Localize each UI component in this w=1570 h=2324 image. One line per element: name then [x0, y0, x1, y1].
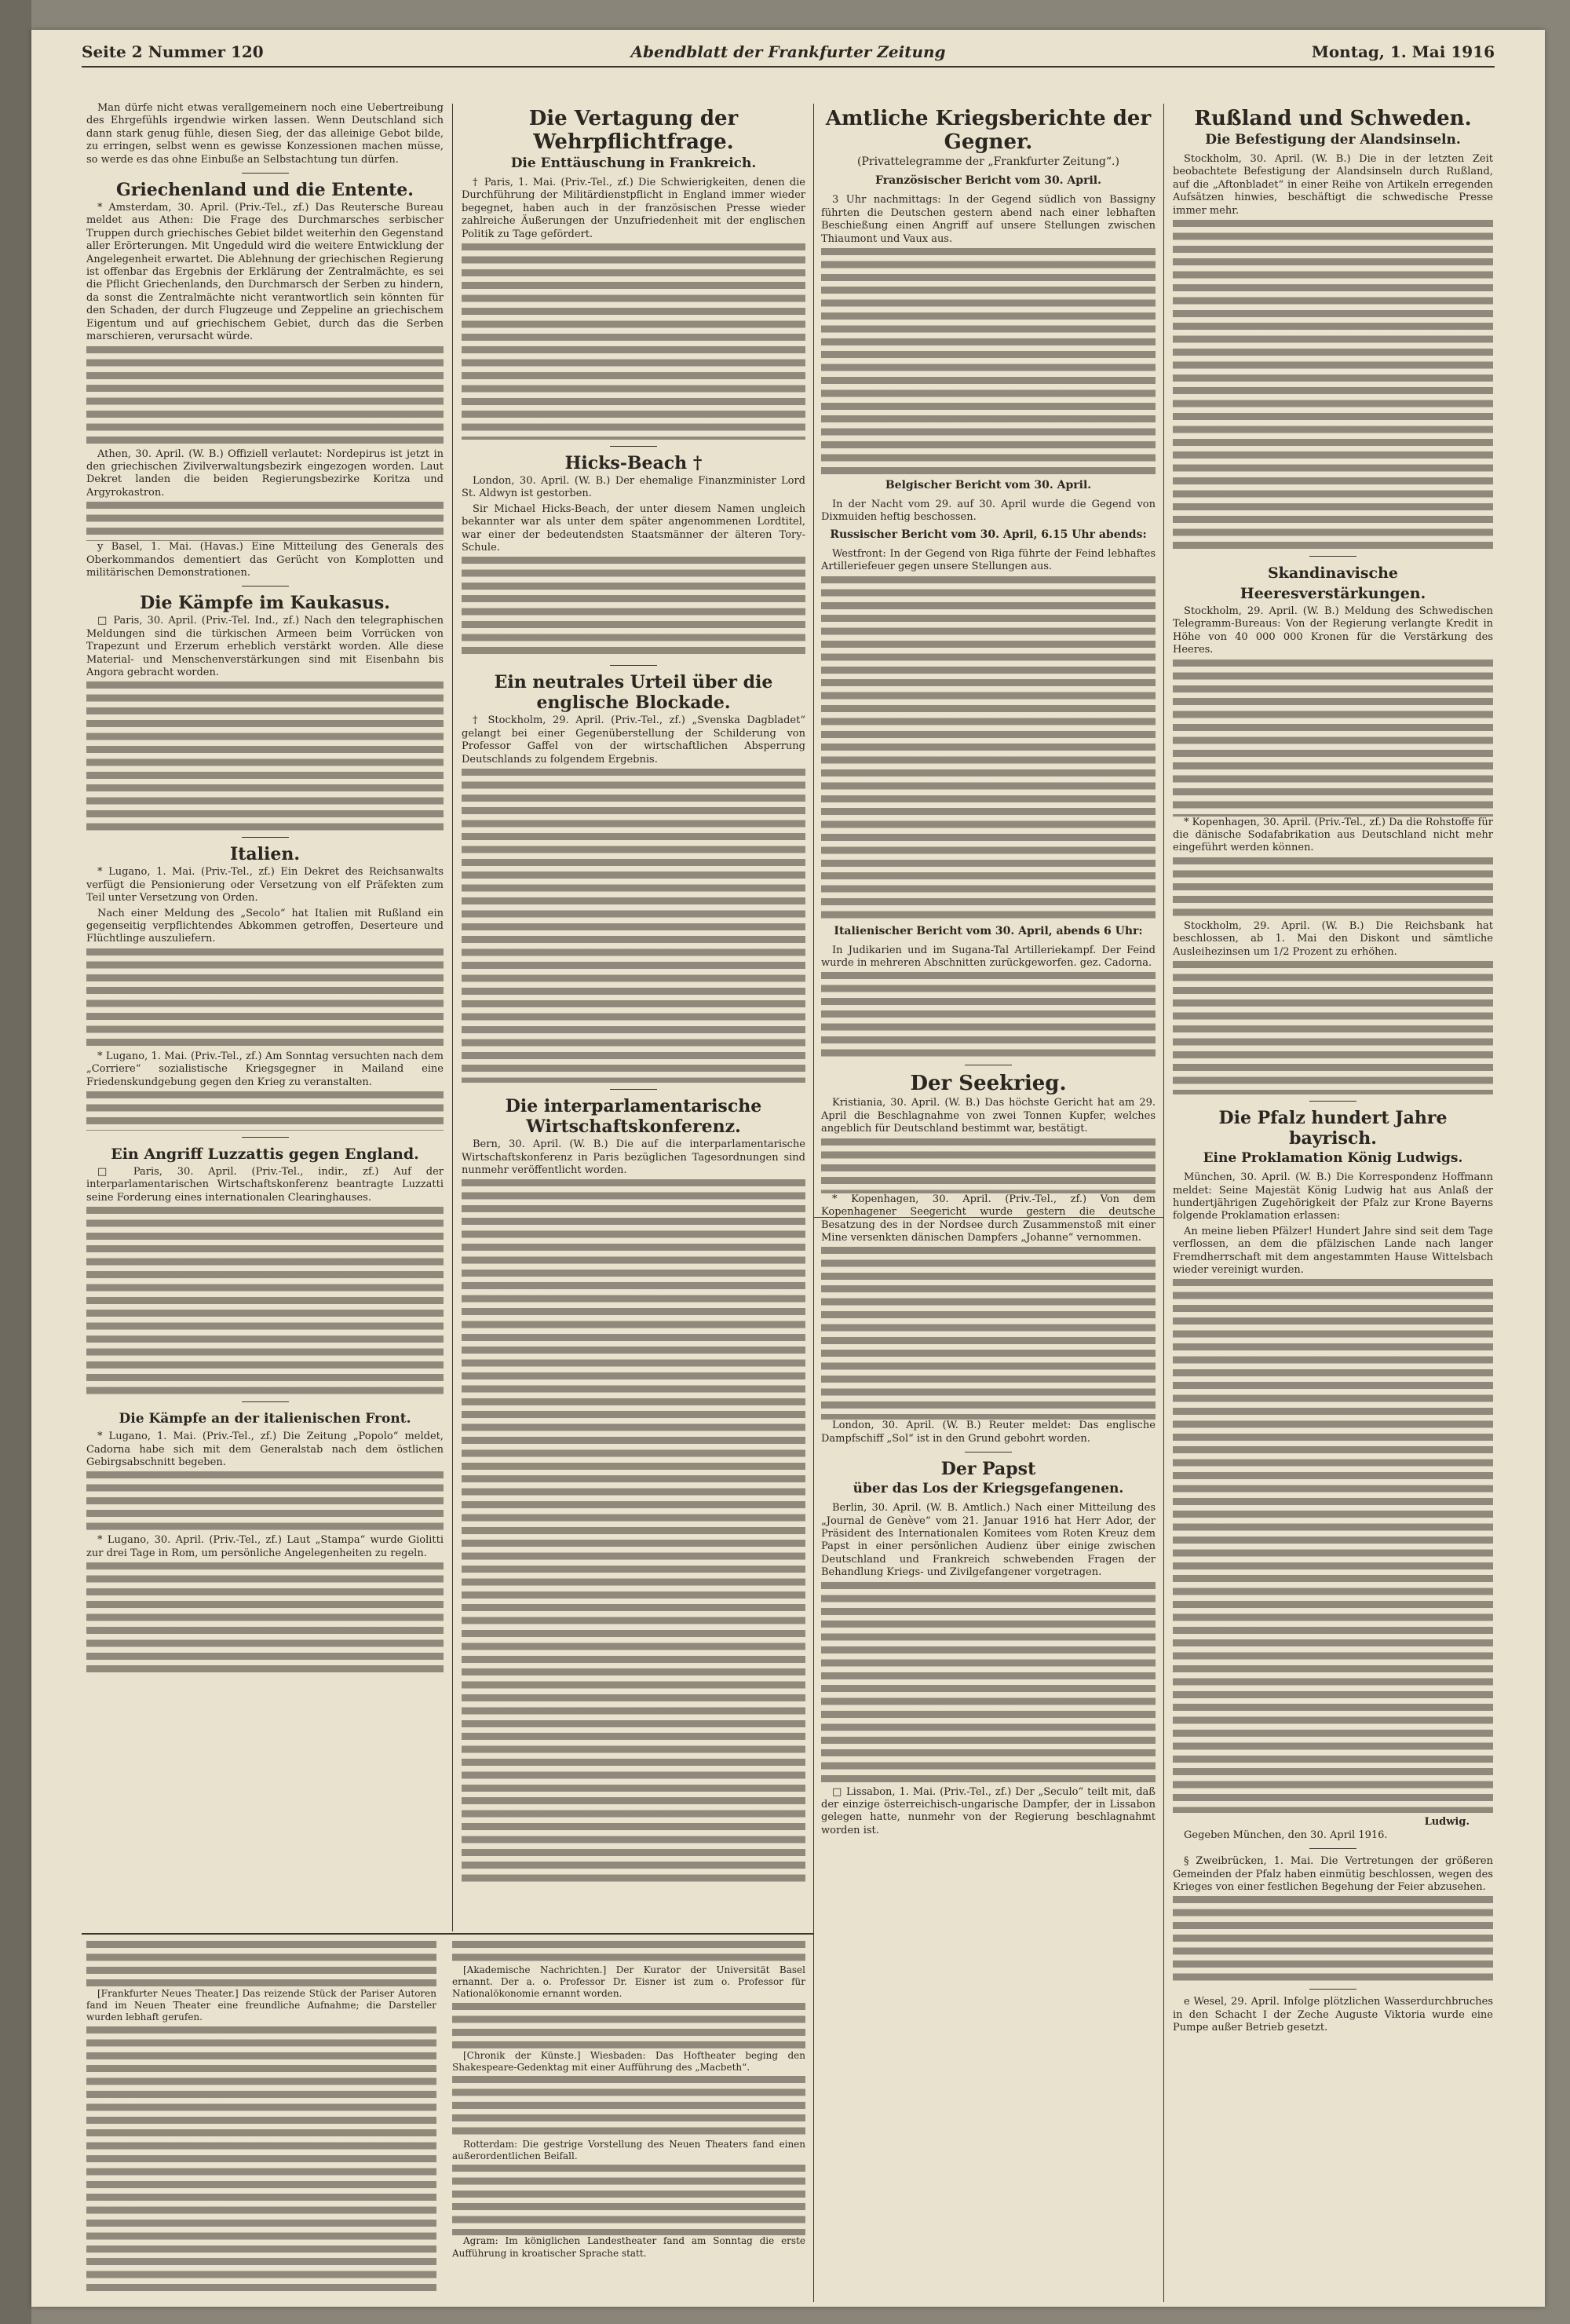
report-heading: Italienischer Bericht vom 30. April, abends 6 Uhr:	[834, 924, 1143, 937]
text-block	[1173, 220, 1493, 550]
text-block	[86, 948, 444, 1051]
headline-wehrpflicht: Die Vertagung der Wehrpflichtfrage.	[528, 107, 739, 154]
feuilleton-left	[86, 1941, 436, 2300]
feuilleton-right	[452, 1941, 805, 2300]
article-paragraph: Berlin, 30. April. (W. B. Amtlich.) Nach einer Mitteilung des „Journal de Genève“ vom 21. Januar 1916 hat Herr Ador, der Präsident des Internationalen Komitees vom Roten Kreuz dem Papst in einer persönlichen Audienz über einige zwischen Deutschland und Frankreich schwebenden Fragen der Behandlung Kriegs- und Zivilgefangener vorgetragen.	[821, 1502, 1156, 1579]
article-paragraph: München, 30. April. (W. B.) Die Korrespondenz Hoffmann meldet: Seine Majestät König Ludwig hat aus Anlaß der hundertjährigen Zugehörigkeit der Pfalz zur Krone Bayerns folgende Proklamation erlassen:	[1173, 1171, 1493, 1222]
text-block	[86, 2026, 436, 2293]
article-paragraph: Kristiania, 30. April. (W. B.) Das höchste Gericht hat am 29. April die Beschlagnahme von zwei Tonnen Kupfer, welches angeblich für Deutschland bestimmt war, bestätigt.	[821, 1097, 1156, 1135]
intro-paragraph: Man dürfe nicht etwas verallgemeinern noch eine Uebertreibung des Ehrgefühls irgendwie wirken lassen. Wenn Deutschland sich dann stark genug fühle, diesen Sieg, der das alleinige Gebot bilde, zu erringen, selbst wenn es gewisse Konzessionen machen müsse, so werde es das ohne Einbuße an Selbstachtung tun dürfen.	[86, 102, 444, 166]
feuilleton-paragraph: [Akademische Nachrichten.] Der Kurator der Universität Basel ernannt. Der a. o. Professor Dr. Eisner ist zum o. Professor für Nationalökonomie ernannt worden.	[452, 1964, 805, 2000]
article-paragraph: □ Paris, 30. April. (Priv.-Tel., indir., zf.) Auf der interparlamentarischen Wirtschaftskonferenz beantragte Luzzatti seine Forderung eines internationalen Clearinghauses.	[86, 1166, 444, 1204]
text-block	[1173, 857, 1493, 920]
article-paragraph: Stockholm, 29. April. (W. B.) Meldung des Schwedischen Telegramm-Bureaus: Von der Regierung verlangte Kredit in Höhe von 40 000 000 Kronen für die Verstärkung des Heeres.	[1173, 605, 1493, 656]
subheadline-alandsinseln: Die Befestigung der Alandsinseln.	[1205, 132, 1461, 148]
subheadline-kriegsgefangene: über das Los der Kriegsgefangenen.	[853, 1481, 1124, 1497]
dateline: Gegeben München, den 30. April 1916.	[1184, 1829, 1388, 1841]
text-block	[821, 248, 1156, 476]
feuilleton-rule	[82, 1933, 813, 1935]
article-paragraph: * Lugano, 1. Mai. (Priv.-Tel., zf.) Ein Dekret des Reichsanwalts verfügt die Pensionierung oder Versetzung von elf Präfekten zum Teil unter Versetzung von Orden.	[86, 866, 444, 904]
feuilleton-paragraph: Rotterdam: Die gestrige Vorstellung des Neuen Theaters fand einen außerordentlichen Beifall.	[452, 2139, 805, 2162]
text-block	[86, 502, 444, 541]
article-paragraph: Bern, 30. April. (W. B.) Die auf die interparlamentarische Wirtschaftskonferenz in Paris bezüglichen Tagesordnungen sind nunmehr veröffentlicht worden.	[462, 1138, 805, 1176]
headline-russland-schweden: Rußland und Schweden.	[1194, 107, 1472, 130]
article-paragraph: Nach einer Meldung des „Secolo“ hat Italien mit Rußland ein gegenseitig verpflichtendes Abkommen getroffen, Deserteure und Flüchtlinge auszuliefern.	[86, 907, 444, 945]
headline-italienische-front: Die Kämpfe an der italienischen Front.	[119, 1411, 411, 1427]
text-block	[462, 243, 805, 440]
article-paragraph: An meine lieben Pfälzer! Hundert Jahre sind seit dem Tage verflossen, an dem die pfälzischen Lande nach langer Fremdherrschaft mit dem angestammten Hause Wittelsbach wieder vereinigt wurden.	[1173, 1225, 1493, 1276]
text-block	[452, 2003, 805, 2050]
headline-luzzatti: Ein Angriff Luzzattis gegen England.	[111, 1146, 419, 1164]
text-block	[86, 1562, 444, 1672]
report-heading: Französischer Bericht vom 30. April.	[875, 174, 1101, 188]
text-block	[1173, 1896, 1493, 1982]
article-paragraph: London, 30. April. (W. B.) Reuter meldet: Das englische Dampfschiff „Sol“ ist in den Grund gebohrt worden.	[821, 1420, 1156, 1445]
column-3	[821, 102, 1156, 2300]
divider	[242, 837, 289, 838]
article-paragraph: Stockholm, 29. April. (W. B.) Die Reichsbank hat beschlossen, ab 1. Mai den Diskont und sämtliche Ausleihezinsen um 1/2 Prozent zu erhöhen.	[1173, 919, 1493, 958]
article-paragraph: □ Lissabon, 1. Mai. (Priv.-Tel., zf.) Der „Seculo“ teilt mit, daß der einzige österreichisch-ungarische Dampfer, der in Lissabon gelegen hatte, nunmehr von der Regierung beschlagnahmt worden ist.	[821, 1785, 1156, 1836]
feuilleton-paragraph: Agram: Im königlichen Landestheater fand am Sonntag die erste Aufführung in kroatischer Sprache statt.	[452, 2235, 805, 2259]
headline-seekrieg: Der Seekrieg.	[910, 1072, 1067, 1096]
divider	[242, 173, 289, 174]
text-block	[86, 346, 444, 448]
article-paragraph: y Basel, 1. Mai. (Havas.) Eine Mitteilung des Generals des Oberkommandos dementiert das Gerücht von Komplotten und militärischen Demonstrationen.	[86, 541, 444, 579]
text-block	[452, 2165, 805, 2235]
article-paragraph: In Judikarien und im Sugana-Tal Artilleriekampf. Der Feind wurde in mehreren Abschnitten zurückgeworfen. gez. Cadorna.	[821, 944, 1156, 970]
article-paragraph: 3 Uhr nachmittags: In der Gegend südlich von Bassigny führten die Deutschen gestern abend nach einer lebhaften Beschießung einen Angriff auf unsere Stellungen zwischen Thiaumont und Vaux aus.	[821, 194, 1156, 245]
text-block	[452, 2076, 805, 2139]
column-2	[462, 102, 805, 1928]
signature: Ludwig.	[1424, 1816, 1470, 1829]
text-block	[821, 1138, 1156, 1193]
article-paragraph: Sir Michael Hicks-Beach, der unter diesem Namen ungleich bekannter war als unter dem später angenommenen Lordtitel, war einer der bedeutendsten Staatsmänner der älteren Tory-Schule.	[462, 502, 805, 554]
column-rule	[1163, 104, 1164, 2302]
headline-hicks-beach: Hicks-Beach †	[564, 453, 703, 474]
text-block	[86, 1091, 444, 1131]
masthead: Abendblatt der Frankfurter Zeitung	[630, 42, 946, 61]
divider	[1309, 1989, 1356, 1990]
text-block	[462, 557, 805, 659]
headline-kaukasus: Die Kämpfe im Kaukasus.	[140, 593, 390, 614]
column-1	[86, 102, 444, 1928]
divider	[242, 1137, 289, 1138]
page-header	[82, 39, 1495, 68]
text-block	[86, 1941, 436, 1988]
article-paragraph: Stockholm, 30. April. (W. B.) Die in der letzten Zeit beobachtete Befestigung der Alandsinseln durch Rußland, auf die „Aftonbladet“ in einer Reihe von Artikeln erregenden Aufsätzen hinwies, beschäftigt die schwedische Presse immer mehr.	[1173, 153, 1493, 217]
page-number: Seite 2 Nummer 120	[82, 42, 264, 61]
article-paragraph: Westfront: In der Gegend von Riga führte der Feind lebhaftes Artilleriefeuer gegen unsere Stellungen aus.	[821, 547, 1156, 573]
article-paragraph: * Amsterdam, 30. April. (Priv.-Tel., zf.) Das Reutersche Bureau meldet aus Athen: Die Frage des Durchmarsches serbischer Truppen durch griechisches Gebiet bildet weiterhin den Gegenstand aller Erörterungen. Mit Ungeduld wird die weitere Entwicklung der Angelegenheit erwartet. Die Ablehnung der griechischen Regierung ist offenbar das Ergebnis der Erklärung der Zentralmächte, es sei die Pflicht Griechenlands, den Durchmarsch der Serben zu hindern, da sonst die Zentralmächte nicht verantwortlich sein könnten für den Schaden, der durch Flugzeuge und Zeppeline an griechischem Eigentum und auf griechischem Gebiet, durch das die Serben marschieren, verursacht würde.	[86, 202, 444, 343]
divider	[610, 665, 657, 666]
divider	[1309, 1848, 1356, 1849]
text-block	[821, 1582, 1156, 1786]
headline-kriegsberichte: Amtliche Kriegsberichte der Gegner.	[825, 107, 1152, 154]
headline-griechenland: Griechenland und die Entente.	[116, 180, 414, 201]
headline-heeresverstaerkungen: Skandinavische Heeresverstärkungen.	[1240, 565, 1426, 603]
article-paragraph: † Paris, 1. Mai. (Priv.-Tel., zf.) Die Schwierigkeiten, denen die Durchführung der Militärdienstpflicht in England immer wieder begegnet, haben auch in der französischen Presse wieder zahlreiche Äußerungen der Unzufriedenheit mit der englischen Politik zu Tage gefördert.	[462, 177, 805, 240]
source-note: (Privattelegramme der „Frankfurter Zeitung“.)	[857, 155, 1119, 168]
report-heading: Russischer Bericht vom 30. April, 6.15 Uhr abends:	[830, 528, 1147, 541]
divider	[1309, 1101, 1356, 1102]
column-4	[1173, 102, 1493, 2300]
text-block	[462, 1179, 805, 1886]
divider	[610, 446, 657, 447]
feuilleton-paragraph: [Chronik der Künste.] Wiesbaden: Das Hoftheater beging den Shakespeare-Gedenktag mit einer Aufführung des „Macbeth“.	[452, 2049, 805, 2073]
divider	[610, 1089, 657, 1090]
text-block	[1173, 1279, 1493, 1813]
headline-pfalz: Die Pfalz hundert Jahre bayrisch.	[1218, 1108, 1448, 1149]
article-paragraph: * Kopenhagen, 30. April. (Priv.-Tel., zf.) Von dem Kopenhagener Seegericht wurde gestern die deutsche Besatzung des in der Nordsee durch Zusammenstoß mit einer Mine versenkten dänischen Dampfers „Johanne“ vernommen.	[821, 1193, 1156, 1244]
feuilleton-paragraph: [Frankfurter Neues Theater.] Das reizende Stück der Pariser Autoren fand im Neuen Theater eine freundliche Aufnahme; die Darsteller wurden lebhaft gerufen.	[86, 1988, 436, 2023]
article-paragraph: * Lugano, 30. April. (Priv.-Tel., zf.) Laut „Stampa“ wurde Giolitti zur drei Tage in Rom, um persönliche Angelegenheiten zu regeln.	[86, 1534, 444, 1559]
text-block	[1173, 660, 1493, 817]
article-paragraph: * Lugano, 1. Mai. (Priv.-Tel., zf.) Die Zeitung „Popolo“ meldet, Cadorna habe sich mit dem Generalstab nach dem östlichen Gebirgsabschnitt begeben.	[86, 1431, 444, 1469]
article-paragraph: e Wesel, 29. April. Infolge plötzlichen Wasserdurchbruches in den Schacht I der Zeche Auguste Viktoria wurde eine Pumpe außer Betrieb gesetzt.	[1173, 1996, 1493, 2034]
article-paragraph: In der Nacht vom 29. auf 30. April wurde die Gegend von Dixmuiden heftig beschossen.	[821, 499, 1156, 524]
text-block	[821, 972, 1156, 1058]
article-paragraph: † Stockholm, 29. April. (Priv.-Tel., zf.) „Svenska Dagbladet“ gelangt bei einer Gegenüberstellung der Schilderung von Professor Gaffel von der wirtschaftlichen Absperrung Deutschlands zu folgendem Ergebnis.	[462, 714, 805, 766]
text-block	[1173, 961, 1493, 1094]
subheadline-enttaeuschung: Die Enttäuschung in Frankreich.	[510, 155, 757, 171]
article-paragraph: □ Paris, 30. April. (Priv.-Tel. Ind., zf.) Nach den telegraphischen Meldungen sind die türkischen Armeen beim Vorrücken von Trapezunt und Erzerum erheblich verstärkt worden. Alle diese Material- und Menschenverstärkungen sind mit Eisenbahn bis Angora gebracht worden.	[86, 615, 444, 678]
issue-date: Montag, 1. Mai 1916	[1311, 42, 1495, 61]
headline-italien: Italien.	[229, 844, 301, 865]
binding-spine	[0, 0, 31, 2324]
divider	[1309, 556, 1356, 557]
text-block	[452, 1941, 805, 1964]
headline-wirtschaftskonferenz: Die interparlamentarische Wirtschaftskonferenz.	[505, 1096, 762, 1138]
text-block	[86, 1471, 444, 1534]
column-rule	[813, 104, 814, 2302]
headline-blockade: Ein neutrales Urteil über die englische Blockade.	[494, 672, 773, 714]
text-block	[821, 576, 1156, 922]
report-heading: Belgischer Bericht vom 30. April.	[885, 479, 1092, 492]
article-paragraph: § Zweibrücken, 1. Mai. Die Vertretungen der größeren Gemeinden der Pfalz haben einmütig beschlossen, wegen des Krieges von einer festlichen Begehung der Feier abzusehen.	[1173, 1855, 1493, 1893]
text-block	[821, 1247, 1156, 1420]
divider	[242, 1401, 289, 1402]
text-block	[462, 769, 805, 1083]
column-rule	[452, 104, 453, 1931]
article-paragraph: London, 30. April. (W. B.) Der ehemalige Finanzminister Lord St. Aldwyn ist gestorben.	[462, 475, 805, 500]
subheadline-proklamation: Eine Proklamation König Ludwigs.	[1203, 1150, 1463, 1167]
article-paragraph: Athen, 30. April. (W. B.) Offiziell verlautet: Nordepirus ist jetzt in den griechischen Zivilverwaltungsbezirk eingezogen worden. Laut Dekret landen die beiden Regierungsbezirke Koritza und Argyrokastron.	[86, 448, 444, 499]
article-paragraph: * Kopenhagen, 30. April. (Priv.-Tel., zf.) Da die Rohstoffe für die dänische Sodafabrikation aus Deutschland nicht mehr eingeführt werden können.	[1173, 816, 1493, 854]
headline-papst: Der Papst	[940, 1459, 1036, 1480]
text-block	[86, 681, 444, 831]
article-paragraph: * Lugano, 1. Mai. (Priv.-Tel., zf.) Am Sonntag versuchten nach dem „Corriere“ sozialistische Kriegsgegner in Mailand eine Friedenskundgebung gegen den Krieg zu veranstalten.	[86, 1050, 444, 1088]
text-block	[86, 1207, 444, 1395]
